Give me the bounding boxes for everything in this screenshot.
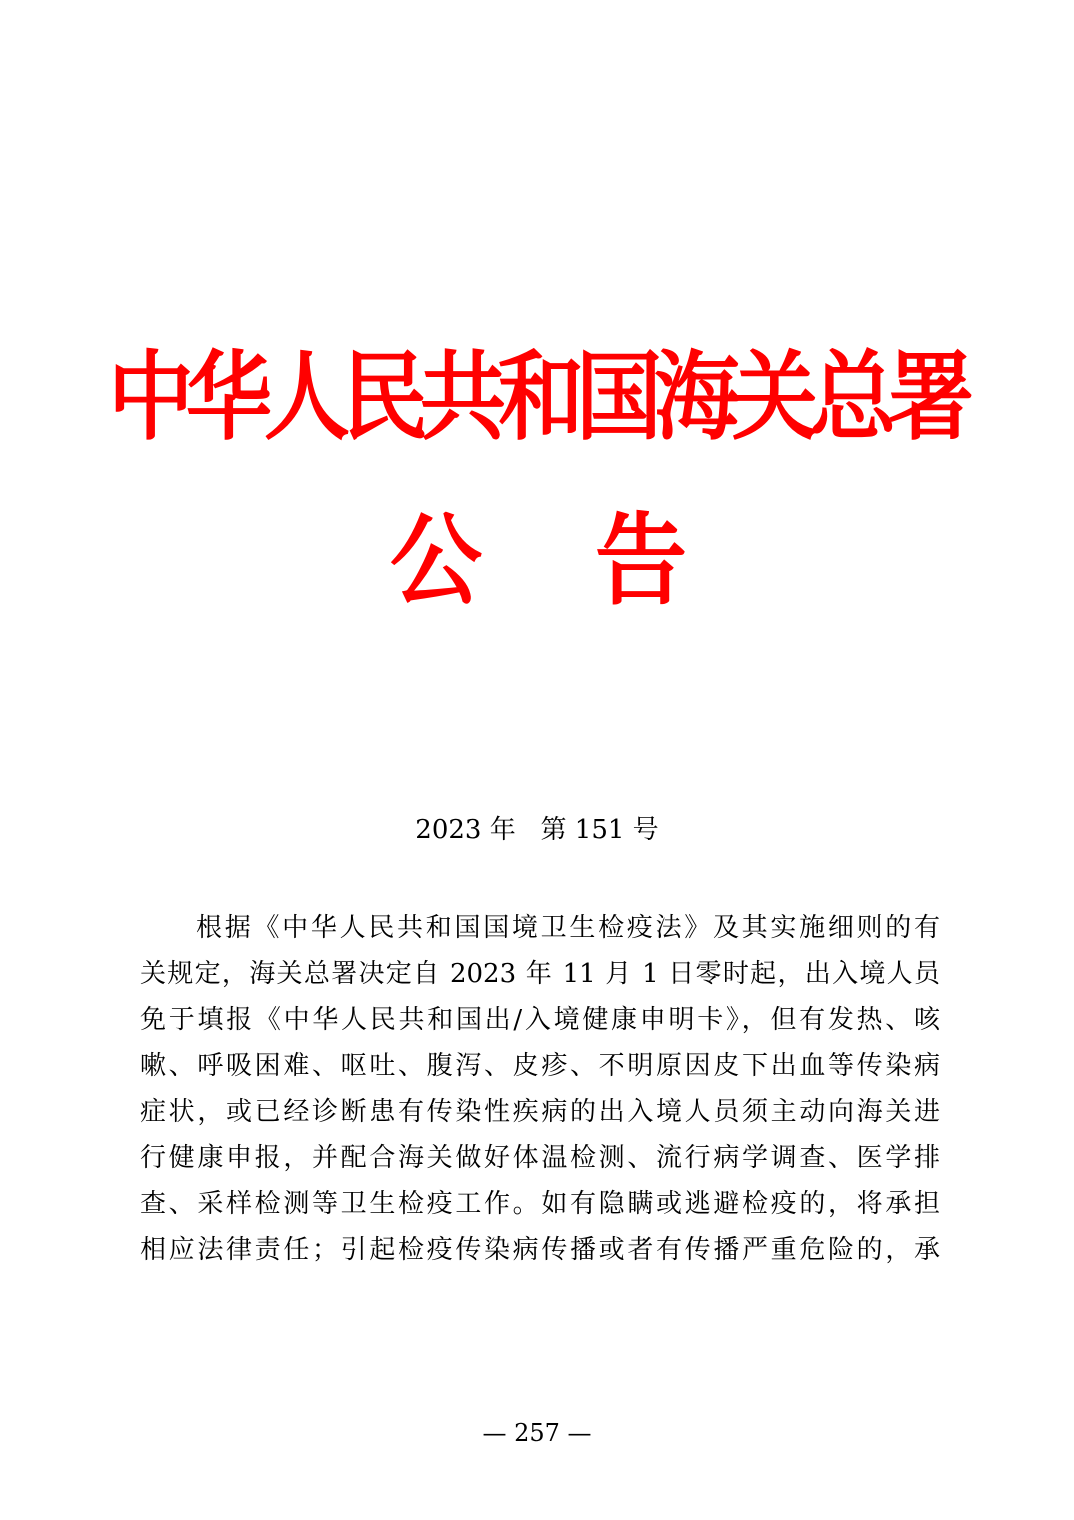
body-line: 查、采样检测等卫生检疫工作。如有隐瞒或逃避检疫的，将承担 [140, 1189, 940, 1219]
agency-title: 中华人民共和国海关总署 [108, 342, 966, 455]
body-line: 关规定，海关总署决定自 2023 年 11 月 1 日零时起，出入境人员 [140, 959, 940, 989]
body-line: 行健康申报，并配合海关做好体温检测、流行病学调查、医学排 [140, 1143, 940, 1173]
page-number: — 257 — [482, 1419, 592, 1447]
document-number: 2023 年 第 151 号 [415, 815, 659, 845]
doc-type-char-1: 公 [390, 503, 483, 619]
body-line: 免于填报《中华人民共和国出/入境健康申明卡》，但有发热、咳 [140, 1005, 940, 1035]
body-line: 症状，或已经诊断患有传染性疾病的出入境人员须主动向海关进 [140, 1097, 940, 1127]
announcement-body [140, 905, 940, 1273]
body-line: 根据《中华人民共和国国境卫生检疫法》及其实施细则的有 [196, 913, 940, 943]
body-line: 相应法律责任；引起检疫传染病传播或者有传播严重危险的，承 [140, 1235, 940, 1265]
doc-type-char-2: 告 [595, 503, 688, 619]
body-line: 嗽、呼吸困难、呕吐、腹泻、皮疹、不明原因皮下出血等传染病 [140, 1051, 940, 1081]
